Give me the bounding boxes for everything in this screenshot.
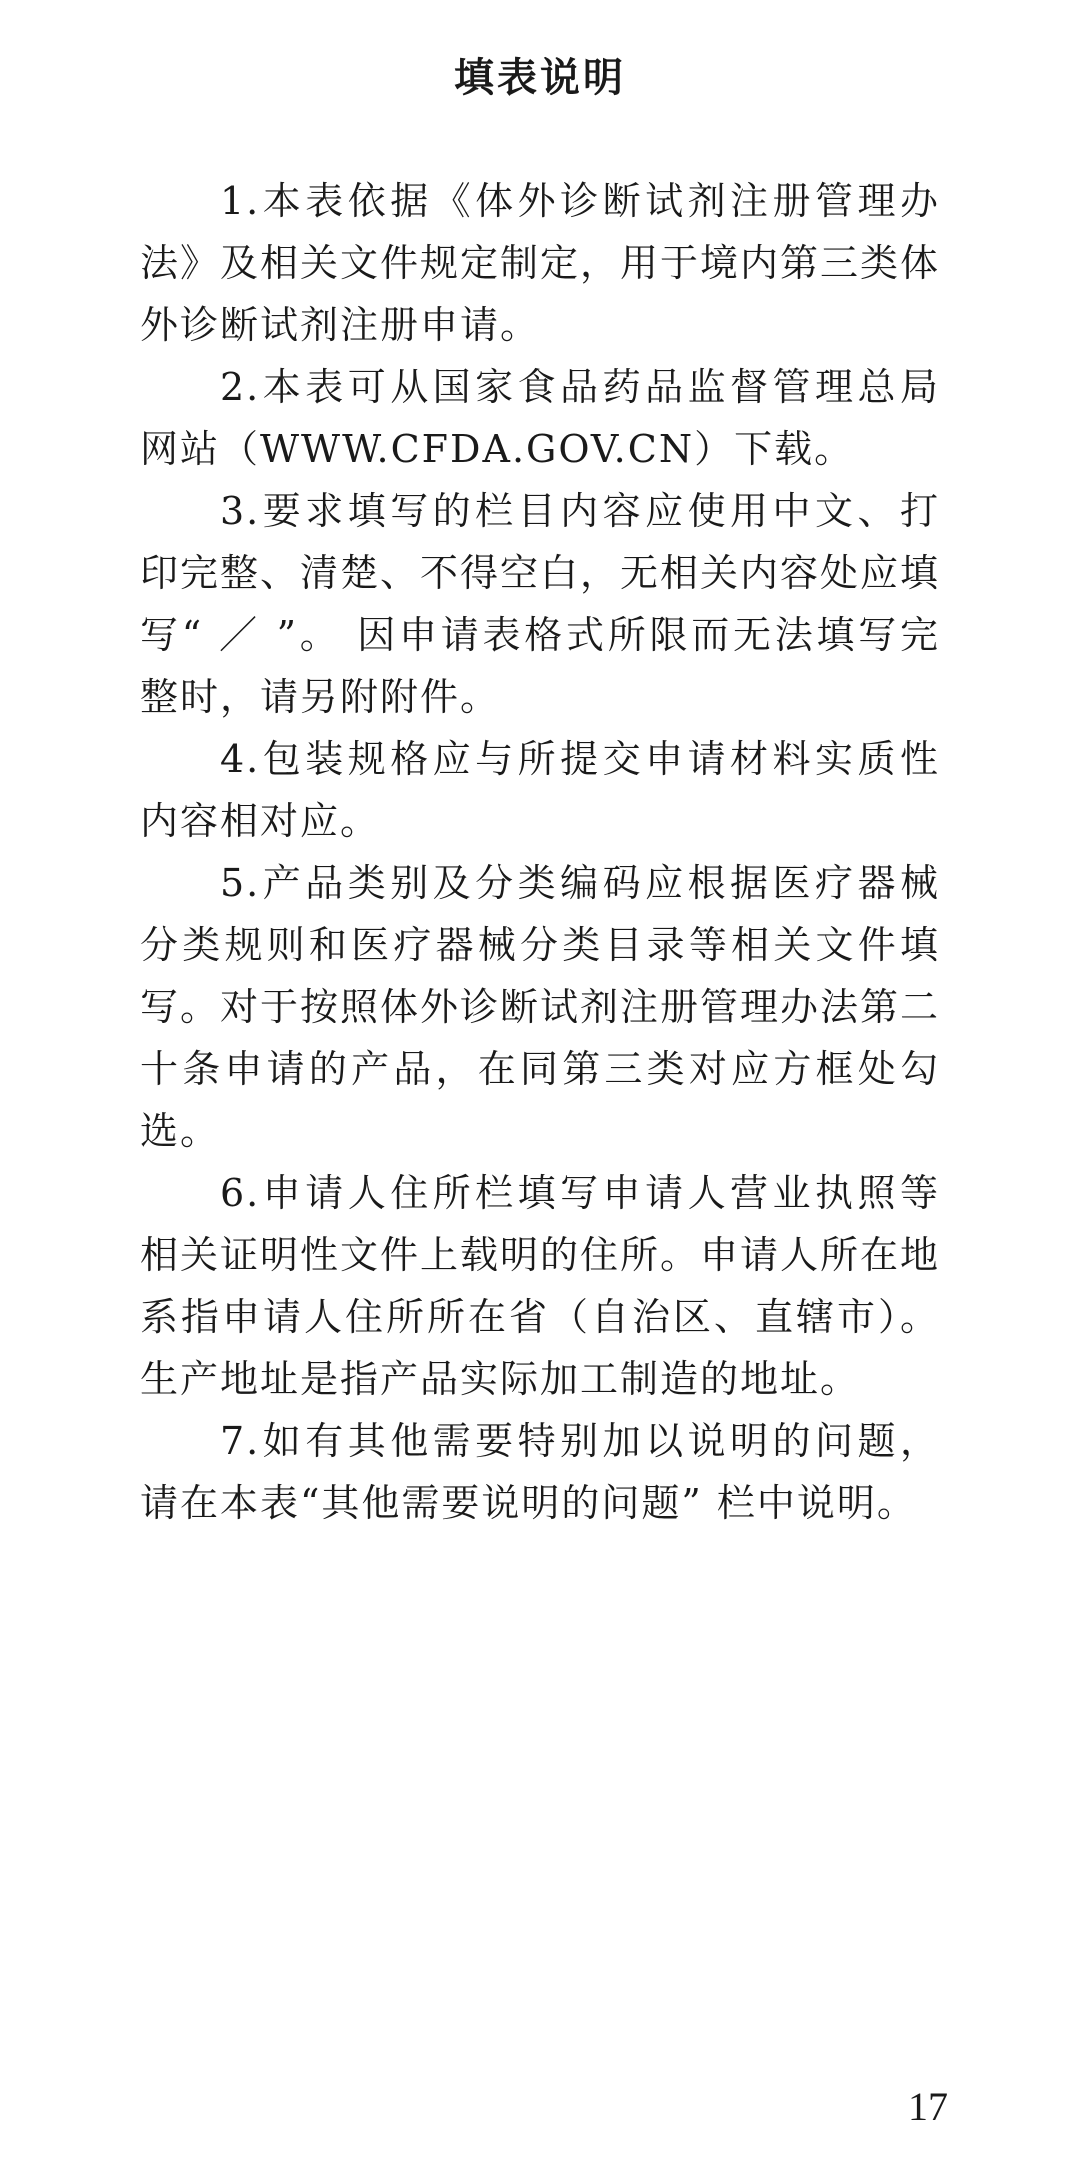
instruction-paragraph-7: 7.如有其他需要特别加以说明的问题，请在本表“其他需要说明的问题” 栏中说明。 xyxy=(140,1419,940,1525)
instruction-paragraph-1: 1.本表依据《体外诊断试剂注册管理办法》及相关文件规定制定，用于境内第三类体外诊断试剂注册申请。 xyxy=(140,179,941,347)
instruction-paragraph-6: 6.申请人住所栏填写申请人营业执照等相关证明性文件上载明的住所。申请人所在地系指申请人住所所在省（自治区、直辖市）。生产地址是指产品实际加工制造的地址。 xyxy=(140,1171,941,1401)
instruction-paragraph-5: 5.产品类别及分类编码应根据医疗器械分类规则和医疗器械分类目录等相关文件填写。对于按照体外诊断试剂注册管理办法第二十条申请的产品，在同第三类对应方框处勾选。 xyxy=(140,861,941,1153)
instruction-paragraph-3: 3.要求填写的栏目内容应使用中文、打印完整、清楚、不得空白，无相关内容处应填写“ ／ ”。 因申请表格式所限而无法填写完整时，请另附附件。 xyxy=(140,489,941,719)
page-title: 填表说明 xyxy=(454,55,626,101)
instructions-body xyxy=(140,170,940,1534)
instruction-paragraph-4: 4.包装规格应与所提交申请材料实质性内容相对应。 xyxy=(140,737,940,843)
page-number: 17 xyxy=(908,2084,948,2129)
instruction-paragraph-2: 2.本表可从国家食品药品监督管理总局网站（WWW.CFDA.GOV.CN）下载。 xyxy=(140,365,940,471)
